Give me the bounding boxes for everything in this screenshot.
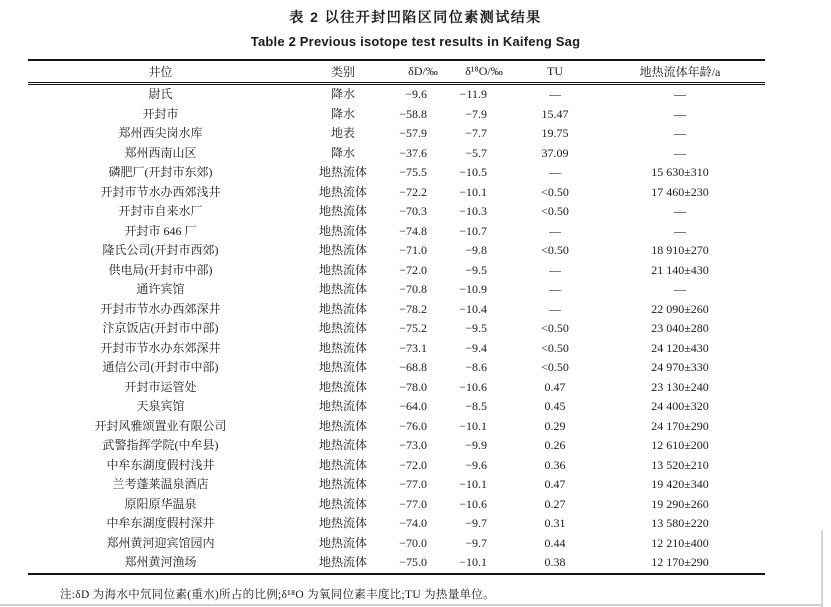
- table-row: [28, 397, 765, 417]
- cell-dD: −77.0: [399, 477, 427, 491]
- table-row: [28, 163, 765, 183]
- table-row: [28, 378, 765, 398]
- cell-dD: −77.0: [399, 496, 427, 511]
- table-row: [28, 339, 765, 359]
- table-footnote: 注:δD 为海水中氘同位素(重水)所占的比例;δ¹⁸O 为氧同位素丰度比;TU 为热量单位。: [60, 588, 495, 601]
- table-row: [28, 319, 765, 339]
- cell-d18O: −9.5: [465, 321, 487, 335]
- cell-tu: <0.50: [541, 340, 569, 355]
- cell-type: 地热流体: [318, 165, 367, 179]
- cell-d18O: −10.6: [459, 379, 487, 394]
- cell-dD: −75.0: [399, 555, 427, 569]
- cell-tu: 37.09: [541, 145, 569, 160]
- cell-age: 12 170±290: [651, 555, 709, 569]
- cell-age: 22 090±260: [651, 301, 709, 316]
- cell-dD: −72.0: [399, 457, 427, 472]
- cell-type: 地热流体: [318, 243, 367, 257]
- cell-type: 地热流体: [318, 379, 367, 394]
- cell-tu: 15.47: [541, 106, 569, 121]
- cell-dD: −73.0: [399, 438, 427, 452]
- cell-type: 地热流体: [318, 340, 367, 355]
- table-row: [28, 300, 765, 320]
- cell-well: 开封市 646 厂: [124, 223, 197, 238]
- cell-d18O: −9.4: [465, 340, 487, 355]
- cell-type: 地热流体: [318, 282, 367, 296]
- cell-dD: −70.0: [399, 535, 427, 550]
- cell-dD: −71.0: [399, 243, 427, 257]
- cell-well: 开封市节水办西郊深井: [100, 301, 221, 316]
- cell-age: —: [674, 282, 686, 296]
- cell-type: 地热流体: [318, 457, 367, 472]
- cell-d18O: −10.3: [459, 204, 487, 218]
- cell-d18O: −10.4: [459, 301, 487, 316]
- cell-tu: —: [549, 223, 561, 238]
- table-row: [28, 475, 765, 495]
- cell-age: 24 400±320: [651, 399, 709, 413]
- table-row: [28, 417, 765, 437]
- cell-d18O: −8.5: [465, 399, 487, 413]
- cell-d18O: −9.7: [465, 535, 487, 550]
- table-row: [28, 124, 765, 144]
- cell-age: —: [674, 223, 686, 238]
- table-row: [28, 241, 765, 261]
- cell-well: 开封市: [142, 106, 179, 121]
- column-header-type: 类别: [293, 60, 393, 84]
- cell-type: 地热流体: [318, 418, 367, 433]
- table-row: [28, 105, 765, 125]
- cell-age: 24 970±330: [651, 360, 709, 374]
- cell-tu: —: [549, 282, 561, 296]
- cell-tu: <0.50: [541, 243, 569, 257]
- cell-d18O: −10.7: [459, 223, 487, 238]
- cell-dD: −76.0: [399, 418, 427, 433]
- cell-type: 地热流体: [318, 204, 367, 218]
- cell-well: 中牟东湖度假村浅井: [106, 457, 215, 472]
- cell-tu: <0.50: [541, 184, 569, 199]
- cell-dD: −74.8: [399, 223, 427, 238]
- cell-tu: <0.50: [541, 204, 569, 218]
- table-row: [28, 202, 765, 222]
- column-header-well: 井位: [28, 60, 293, 84]
- table-row: [28, 534, 765, 554]
- cell-type: 地热流体: [318, 360, 367, 374]
- cell-age: 23 040±280: [651, 321, 709, 335]
- cell-well: 开封市节水办东郊深井: [100, 340, 221, 355]
- cell-d18O: −10.1: [459, 184, 487, 199]
- cell-d18O: −10.1: [459, 555, 487, 569]
- column-header-TU: TU: [515, 60, 595, 84]
- cell-d18O: −10.5: [459, 165, 487, 179]
- cell-type: 地表: [330, 126, 355, 140]
- cell-type: 地热流体: [318, 535, 367, 550]
- table-row: [28, 495, 765, 515]
- cell-well: 郑州西南山区: [124, 145, 197, 160]
- table-row: [28, 183, 765, 203]
- cell-age: 24 170±290: [651, 418, 709, 433]
- cell-age: —: [674, 126, 686, 140]
- cell-tu: 0.47: [544, 477, 566, 491]
- table-title-en: Table 2 Previous isotope test results in Kaifeng Sag: [250, 34, 581, 49]
- table-row: [28, 261, 765, 281]
- cell-d18O: −9.7: [465, 516, 487, 530]
- cell-tu: <0.50: [541, 321, 569, 335]
- cell-tu: 0.29: [544, 418, 566, 433]
- table-row: [28, 358, 765, 378]
- cell-well: 通信公司(开封市中部): [102, 360, 219, 374]
- cell-d18O: −7.9: [465, 106, 487, 121]
- cell-well: 开封市运管处: [124, 379, 197, 394]
- cell-tu: 0.31: [544, 516, 566, 530]
- cell-age: 19 290±260: [651, 496, 709, 511]
- cell-tu: 0.26: [544, 438, 566, 452]
- cell-age: 18 910±270: [651, 243, 709, 257]
- cell-tu: 0.38: [544, 555, 566, 569]
- table-row: [28, 84, 765, 105]
- cell-tu: 0.45: [544, 399, 566, 413]
- page-edge-bottom: [0, 604, 823, 606]
- cell-dD: −75.2: [399, 321, 427, 335]
- cell-type: 地热流体: [318, 262, 367, 277]
- cell-type: 降水: [330, 106, 355, 121]
- cell-type: 地热流体: [318, 555, 367, 569]
- cell-tu: 19.75: [541, 126, 569, 140]
- cell-type: 地热流体: [318, 321, 367, 335]
- cell-age: —: [674, 204, 686, 218]
- cell-tu: 0.27: [544, 496, 566, 511]
- cell-type: 地热流体: [318, 399, 367, 413]
- cell-age: 12 610±200: [651, 438, 709, 452]
- page-edge-right: [821, 530, 823, 607]
- cell-age: —: [674, 106, 686, 121]
- table-row: [28, 222, 765, 242]
- cell-d18O: −10.1: [459, 418, 487, 433]
- cell-dD: −68.8: [399, 360, 427, 374]
- cell-d18O: −10.9: [459, 282, 487, 296]
- cell-dD: −70.8: [399, 282, 427, 296]
- cell-type: 地热流体: [318, 184, 367, 199]
- cell-d18O: −10.1: [459, 477, 487, 491]
- cell-well: 郑州黄河渔场: [124, 555, 197, 569]
- cell-tu: 0.36: [544, 457, 566, 472]
- cell-dD: −78.0: [399, 379, 427, 394]
- column-header-age: 地热流体年龄/a: [595, 60, 765, 84]
- cell-age: 24 120±430: [651, 340, 709, 355]
- cell-d18O: −9.8: [465, 243, 487, 257]
- cell-well: 磷肥厂(开封市东郊): [108, 165, 213, 179]
- cell-well: 武警指挥学院(中牟县): [102, 438, 219, 452]
- cell-well: 通许宾馆: [136, 282, 185, 296]
- cell-age: —: [674, 145, 686, 160]
- header-row: [28, 60, 765, 84]
- cell-age: 17 460±230: [651, 184, 709, 199]
- cell-tu: —: [549, 301, 561, 316]
- cell-well: 中牟东湖度假村深井: [106, 516, 215, 530]
- cell-well: 兰考蓬莱温泉酒店: [112, 477, 209, 491]
- column-header-delta18O: δ¹⁸O/‰: [453, 60, 515, 84]
- table-row: [28, 280, 765, 300]
- cell-type: 地热流体: [318, 223, 367, 238]
- cell-well: 尉氏: [148, 87, 173, 101]
- cell-age: 19 420±340: [651, 477, 709, 491]
- cell-well: 天泉宾馆: [136, 399, 185, 413]
- cell-dD: −58.8: [399, 106, 427, 121]
- cell-age: 15 630±310: [651, 165, 709, 179]
- cell-type: 地热流体: [318, 301, 367, 316]
- cell-d18O: −11.9: [459, 87, 487, 101]
- cell-dD: −70.3: [399, 204, 427, 218]
- cell-well: 隆氏公司(开封市西郊): [102, 243, 219, 257]
- cell-type: 地热流体: [318, 477, 367, 491]
- cell-well: 郑州黄河迎宾馆园内: [106, 535, 215, 550]
- isotope-results-table: [28, 59, 765, 575]
- cell-dD: −73.1: [399, 340, 427, 355]
- table-row: [28, 514, 765, 534]
- cell-d18O: −9.9: [465, 438, 487, 452]
- cell-tu: —: [549, 87, 561, 101]
- cell-tu: —: [549, 165, 561, 179]
- cell-d18O: −9.5: [465, 262, 487, 277]
- cell-dD: −9.6: [405, 87, 427, 101]
- cell-well: 原阳原华温泉: [124, 496, 197, 511]
- cell-age: —: [674, 87, 686, 101]
- cell-d18O: −5.7: [465, 145, 487, 160]
- cell-dD: −78.2: [399, 301, 427, 316]
- table-title-zh: 表 2 以往开封凹陷区同位素测试结果: [289, 9, 542, 25]
- cell-age: 23 130±240: [651, 379, 709, 394]
- table-row: [28, 456, 765, 476]
- cell-age: 13 580±220: [651, 516, 709, 530]
- cell-tu: —: [549, 262, 561, 277]
- cell-type: 降水: [330, 145, 355, 160]
- cell-dD: −64.0: [399, 399, 427, 413]
- cell-dD: −72.0: [399, 262, 427, 277]
- cell-type: 地热流体: [318, 438, 367, 452]
- cell-d18O: −7.7: [465, 126, 487, 140]
- cell-dD: −75.5: [399, 165, 427, 179]
- cell-age: 21 140±430: [651, 262, 709, 277]
- cell-well: 开封市节水办西郊浅井: [100, 184, 221, 199]
- cell-dD: −72.2: [399, 184, 427, 199]
- cell-dD: −57.9: [399, 126, 427, 140]
- cell-tu: 0.44: [544, 535, 566, 550]
- cell-d18O: −9.6: [465, 457, 487, 472]
- cell-type: 地热流体: [318, 516, 367, 530]
- table-row: [28, 436, 765, 456]
- cell-dD: −37.6: [399, 145, 427, 160]
- cell-well: 汴京饭店(开封市中部): [102, 321, 219, 335]
- table-body: [28, 84, 765, 574]
- cell-well: 开封市自来水厂: [118, 204, 203, 218]
- cell-age: 12 210±400: [651, 535, 709, 550]
- cell-d18O: −8.6: [465, 360, 487, 374]
- cell-d18O: −10.6: [459, 496, 487, 511]
- table-row: [28, 144, 765, 164]
- cell-tu: <0.50: [541, 360, 569, 374]
- cell-tu: 0.47: [544, 379, 566, 394]
- cell-age: 13 520±210: [651, 457, 709, 472]
- cell-type: 降水: [330, 87, 355, 101]
- table-row: [28, 553, 765, 574]
- cell-well: 供电局(开封市中部): [108, 262, 213, 277]
- column-header-deltaD: δD/‰: [393, 60, 453, 84]
- cell-type: 地热流体: [318, 496, 367, 511]
- table-header: [28, 60, 765, 84]
- cell-well: 开封风雅颂置业有限公司: [94, 418, 227, 433]
- cell-dD: −74.0: [399, 516, 427, 530]
- table-caption: [0, 0, 831, 49]
- cell-well: 郑州西尖岗水库: [118, 126, 203, 140]
